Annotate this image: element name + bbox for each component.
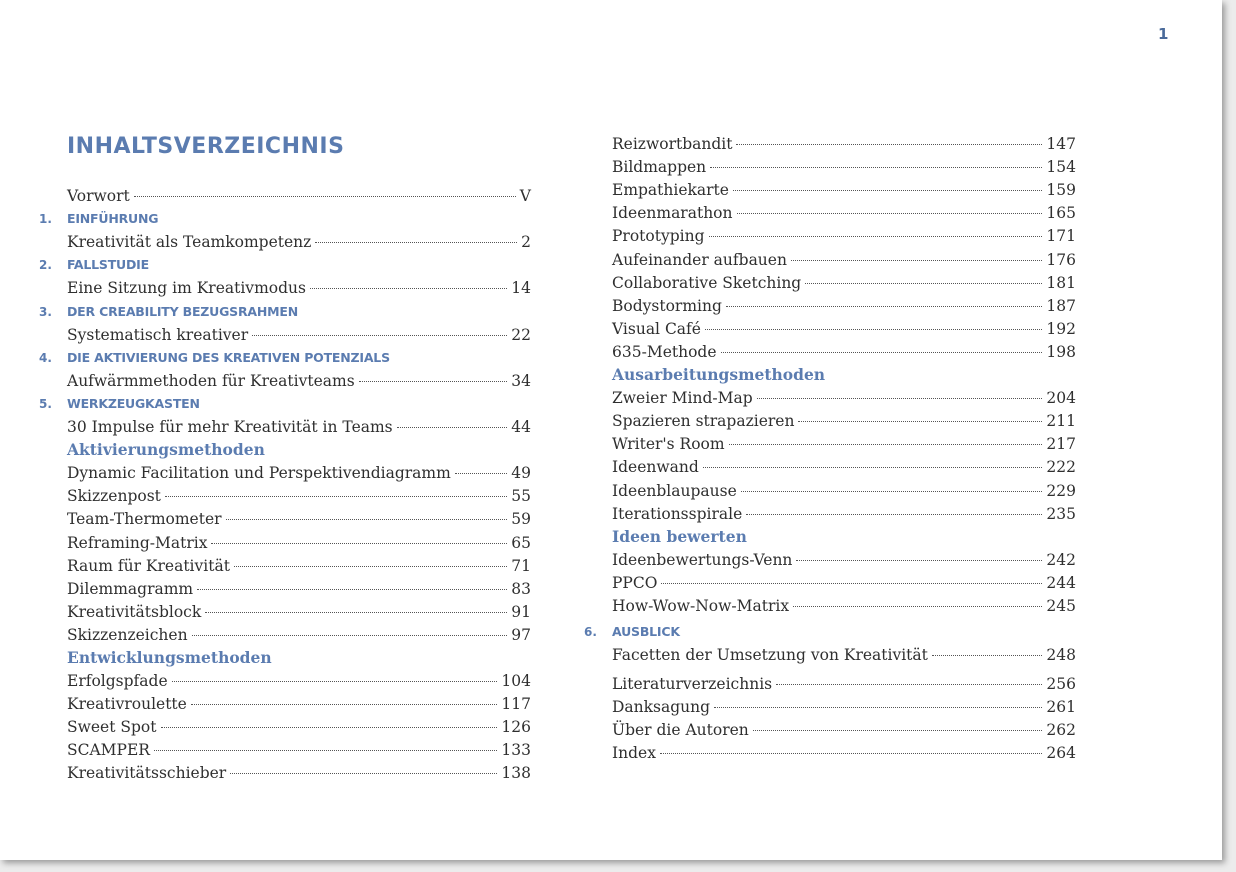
- toc-entry-line: [612, 227, 1076, 245]
- dot-leader: [741, 491, 1043, 492]
- toc-entry[interactable]: [582, 294, 1076, 317]
- chapter-title: DER CREABILITY BEZUGSRAHMEN: [67, 303, 298, 319]
- dot-leader: [397, 427, 508, 428]
- toc-entry-line: [612, 412, 1076, 430]
- section-title: Ausarbeitungsmethoden: [612, 365, 826, 385]
- dot-leader: [796, 560, 1042, 561]
- toc-entry-line: [67, 487, 531, 505]
- entry-title: Systematisch kreativer: [67, 325, 249, 344]
- section-title: Entwicklungsmethoden: [67, 647, 272, 667]
- toc-entry-line: [612, 435, 1076, 453]
- chapter-number: 1.: [39, 212, 52, 227]
- toc-entry-line: [67, 534, 531, 552]
- entry-page-number: 204: [1046, 389, 1076, 408]
- toc-entry-line: [67, 233, 531, 251]
- toc-entry[interactable]: [582, 643, 1076, 666]
- dot-leader: [234, 566, 507, 567]
- entry-page-number: 117: [501, 695, 531, 714]
- entry-page-number: 211: [1046, 412, 1076, 431]
- toc-entry[interactable]: [582, 201, 1076, 224]
- entry-title: Ideenwand: [612, 458, 699, 477]
- entry-title: Literaturverzeichnis: [612, 675, 773, 694]
- entry-title: Skizzenpost: [67, 487, 161, 506]
- entry-title: PPCO: [612, 573, 658, 592]
- entry-title: Ideenmarathon: [612, 204, 733, 223]
- entry-page-number: 44: [511, 418, 531, 437]
- entry-title: Iterationsspirale: [612, 504, 743, 523]
- chapter-title: EINFÜHRUNG: [67, 211, 159, 227]
- toc-entry-line: [612, 597, 1076, 615]
- chapter-title: AUSBLICK: [612, 623, 680, 639]
- toc-entry[interactable]: [582, 386, 1076, 409]
- entry-page-number: 138: [501, 764, 531, 783]
- toc-chapter-heading: [37, 299, 531, 322]
- toc-entry[interactable]: [582, 594, 1076, 617]
- dot-leader: [703, 467, 1043, 468]
- dot-leader: [197, 589, 507, 590]
- entry-title: Aufwärmmethoden für Kreativteams: [67, 371, 355, 390]
- entry-title: Dilemmagramm: [67, 579, 194, 598]
- entry-title: Danksagung: [612, 698, 711, 717]
- toc-entry-line: [67, 718, 531, 736]
- entry-title: Index: [612, 744, 656, 763]
- toc-chapter-heading: [37, 392, 531, 415]
- entry-page-number: 244: [1046, 573, 1076, 592]
- toc-entry-line: [612, 675, 1076, 693]
- toc-entry[interactable]: [582, 432, 1076, 455]
- toc-entry[interactable]: [37, 577, 531, 600]
- toc-entry[interactable]: [37, 184, 531, 207]
- dot-leader: [798, 421, 1042, 422]
- toc-entry[interactable]: [37, 461, 531, 484]
- toc-entry-line: [612, 135, 1076, 153]
- entry-title: Team-Thermometer: [67, 510, 222, 529]
- entry-title: Collaborative Sketching: [612, 273, 802, 292]
- entry-page-number: 147: [1046, 135, 1076, 154]
- toc-entry-line: [612, 698, 1076, 716]
- entry-title: Aufeinander aufbauen: [612, 250, 787, 269]
- entry-page-number: 261: [1046, 698, 1076, 717]
- toc-entry[interactable]: [582, 718, 1076, 741]
- toc-entry[interactable]: [582, 695, 1076, 718]
- entry-title: Writer's Room: [612, 435, 725, 454]
- entry-page-number: 165: [1046, 204, 1076, 223]
- toc-entry[interactable]: [37, 669, 531, 692]
- toc-section-heading: [37, 438, 531, 461]
- entry-page-number: 198: [1046, 342, 1076, 361]
- entry-title: Ideenbewertungs-Venn: [612, 550, 793, 569]
- dot-leader: [252, 335, 507, 336]
- entry-title: Bodystorming: [612, 296, 722, 315]
- entry-page-number: 65: [511, 533, 531, 552]
- dot-leader: [660, 753, 1042, 754]
- entry-page-number: 176: [1046, 250, 1076, 269]
- toc-entry[interactable]: [37, 484, 531, 507]
- entry-title: Reframing-Matrix: [67, 533, 208, 552]
- toc-entry-line: [612, 482, 1076, 500]
- toc-entry-line: [612, 458, 1076, 476]
- toc-entry[interactable]: [582, 155, 1076, 178]
- entry-page-number: 49: [511, 464, 531, 483]
- toc-chapter-heading: [37, 346, 531, 369]
- dot-leader: [726, 306, 1043, 307]
- toc-entry-line: [67, 418, 531, 436]
- toc-right-column: [582, 132, 1076, 764]
- toc-entry[interactable]: [582, 502, 1076, 525]
- entry-title: SCAMPER: [67, 741, 150, 760]
- dot-leader: [932, 655, 1043, 656]
- entry-page-number: 159: [1046, 181, 1076, 200]
- dot-leader: [757, 398, 1043, 399]
- toc-entry-line: [67, 464, 531, 482]
- entry-title: Dynamic Facilitation und Perspektivendiagramm: [67, 464, 451, 483]
- toc-entry-line: [612, 343, 1076, 361]
- dot-leader: [721, 352, 1043, 353]
- dot-leader: [737, 213, 1043, 214]
- entry-page-number: 14: [511, 279, 531, 298]
- toc-entry[interactable]: [582, 132, 1076, 155]
- toc-entry[interactable]: [582, 478, 1076, 501]
- dot-leader: [793, 606, 1042, 607]
- entry-page-number: 171: [1046, 227, 1076, 246]
- toc-entry[interactable]: [37, 530, 531, 553]
- toc-entry-line: [612, 389, 1076, 407]
- entry-page-number: 187: [1046, 296, 1076, 315]
- entry-page-number: 55: [511, 487, 531, 506]
- toc-section-heading: [582, 525, 1076, 548]
- toc-entry-line: [67, 672, 531, 690]
- toc-left-column: [37, 184, 531, 784]
- toc-entry-line: [612, 297, 1076, 315]
- toc-entry-line: [67, 603, 531, 621]
- toc-entry-line: [67, 187, 531, 205]
- dot-leader: [753, 730, 1043, 731]
- entry-page-number: 83: [511, 579, 531, 598]
- toc-entry[interactable]: [582, 224, 1076, 247]
- entry-page-number: 181: [1046, 273, 1076, 292]
- entry-title: How-Wow-Now-Matrix: [612, 596, 790, 615]
- dot-leader: [736, 144, 1042, 145]
- entry-page-number: 133: [501, 741, 531, 760]
- toc-entry[interactable]: [582, 409, 1076, 432]
- toc-entry[interactable]: [37, 323, 531, 346]
- dot-leader: [192, 635, 508, 636]
- toc-entry[interactable]: [37, 623, 531, 646]
- toc-entry-line: [612, 744, 1076, 762]
- toc-entry-line: [67, 557, 531, 575]
- dot-leader: [230, 773, 497, 774]
- toc-entry-line: [67, 510, 531, 528]
- toc-entry-line: [67, 764, 531, 782]
- dot-leader: [705, 329, 1042, 330]
- chapter-number: 2.: [39, 258, 52, 273]
- dot-leader: [154, 750, 497, 751]
- dot-leader: [455, 473, 507, 474]
- chapter-title: FALLSTUDIE: [67, 257, 149, 273]
- entry-title: Zweier Mind-Map: [612, 389, 753, 408]
- toc-entry-line: [67, 626, 531, 644]
- toc-entry-line: [612, 274, 1076, 292]
- toc-chapter-heading: [37, 253, 531, 276]
- dot-leader: [134, 196, 516, 197]
- entry-page-number: 229: [1046, 481, 1076, 500]
- toc-entry[interactable]: [582, 317, 1076, 340]
- toc-entry-line: [67, 372, 531, 390]
- entry-page-number: 2: [521, 233, 531, 252]
- toc-section-heading: [37, 646, 531, 669]
- entry-page-number: 154: [1046, 158, 1076, 177]
- entry-title: Facetten der Umsetzung von Kreativität: [612, 646, 928, 665]
- entry-page-number: 71: [511, 556, 531, 575]
- entry-page-number: 248: [1046, 646, 1076, 665]
- entry-page-number: 256: [1046, 675, 1076, 694]
- dot-leader: [714, 707, 1042, 708]
- toc-entry[interactable]: [37, 715, 531, 738]
- entry-page-number: 34: [511, 371, 531, 390]
- dot-leader: [661, 583, 1042, 584]
- chapter-title: WERKZEUGKASTEN: [67, 395, 200, 411]
- entry-page-number: 245: [1046, 596, 1076, 615]
- section-title: Ideen bewerten: [612, 526, 747, 546]
- dot-leader: [205, 612, 507, 613]
- entry-page-number: 262: [1046, 721, 1076, 740]
- toc-entry-line: [612, 320, 1076, 338]
- toc-chapter-heading: [582, 617, 1076, 643]
- entry-page-number: 192: [1046, 319, 1076, 338]
- entry-page-number: 97: [511, 625, 531, 644]
- entry-title: Prototyping: [612, 227, 705, 246]
- entry-title: Erfolgspfade: [67, 672, 168, 691]
- entry-title: Reizwortbandit: [612, 135, 733, 154]
- entry-page-number: 217: [1046, 435, 1076, 454]
- toc-entry[interactable]: [582, 741, 1076, 764]
- entry-page-number: 91: [511, 602, 531, 621]
- dot-leader: [359, 381, 508, 382]
- entry-title: Empathiekarte: [612, 181, 729, 200]
- toc-entry[interactable]: [582, 455, 1076, 478]
- toc-entry-line: [612, 181, 1076, 199]
- toc-entry[interactable]: [37, 600, 531, 623]
- toc-entry[interactable]: [582, 340, 1076, 363]
- dot-leader: [211, 543, 507, 544]
- chapter-number: 4.: [39, 350, 52, 365]
- toc-entry[interactable]: [582, 672, 1076, 695]
- chapter-number: 3.: [39, 304, 52, 319]
- entry-title: 635-Methode: [612, 342, 717, 361]
- toc-entry-line: [67, 741, 531, 759]
- dot-leader: [805, 283, 1042, 284]
- toc-entry[interactable]: [37, 276, 531, 299]
- entry-page-number: 59: [511, 510, 531, 529]
- entry-title: Spazieren strapazieren: [612, 412, 795, 431]
- dot-leader: [191, 704, 498, 705]
- toc-chapter-heading: [37, 207, 531, 230]
- entry-title: Eine Sitzung im Kreativmodus: [67, 279, 306, 298]
- toc-entry[interactable]: [37, 230, 531, 253]
- toc-entry[interactable]: [582, 271, 1076, 294]
- toc-entry[interactable]: [582, 571, 1076, 594]
- toc-entry-line: [612, 721, 1076, 739]
- entry-title: 30 Impulse für mehr Kreativität in Teams: [67, 418, 393, 437]
- dot-leader: [315, 242, 517, 243]
- page-number: 1: [1158, 25, 1169, 43]
- entry-title: Vorwort: [67, 187, 130, 206]
- toc-entry[interactable]: [37, 692, 531, 715]
- entry-title: Visual Café: [612, 319, 701, 338]
- toc-entry[interactable]: [37, 554, 531, 577]
- entry-title: Über die Autoren: [612, 721, 749, 740]
- dot-leader: [776, 684, 1042, 685]
- dot-leader: [746, 514, 1042, 515]
- entry-page-number: 104: [501, 672, 531, 691]
- entry-page-number: 22: [511, 325, 531, 344]
- dot-leader: [161, 727, 498, 728]
- dot-leader: [791, 260, 1042, 261]
- entry-title: Sweet Spot: [67, 718, 157, 737]
- toc-entry[interactable]: [582, 247, 1076, 270]
- toc-entry[interactable]: [37, 738, 531, 761]
- entry-title: Ideenblaupause: [612, 481, 737, 500]
- entry-title: Skizzenzeichen: [67, 625, 188, 644]
- toc-entry[interactable]: [37, 415, 531, 438]
- entry-title: Kreativitätsschieber: [67, 764, 227, 783]
- toc-entry-line: [612, 551, 1076, 569]
- toc-entry-line: [612, 646, 1076, 664]
- dot-leader: [709, 236, 1043, 237]
- toc-entry-line: [612, 251, 1076, 269]
- toc-entry-line: [612, 574, 1076, 592]
- chapter-number: 5.: [39, 396, 52, 411]
- toc-entry-line: [67, 279, 531, 297]
- toc-entry[interactable]: [37, 369, 531, 392]
- toc-entry[interactable]: [582, 548, 1076, 571]
- chapter-title: DIE AKTIVIERUNG DES KREATIVEN POTENZIALS: [67, 349, 390, 365]
- toc-entry-line: [67, 580, 531, 598]
- dot-leader: [172, 681, 498, 682]
- dot-leader: [310, 288, 507, 289]
- section-title: Aktivierungsmethoden: [67, 440, 265, 460]
- entry-page-number: 126: [501, 718, 531, 737]
- page-title: INHALTSVERZEICHNIS: [67, 134, 345, 159]
- toc-section-heading: [582, 363, 1076, 386]
- chapter-number: 6.: [584, 624, 597, 639]
- entry-page-number: V: [519, 187, 531, 206]
- toc-entry-line: [612, 505, 1076, 523]
- entry-page-number: 222: [1046, 458, 1076, 477]
- entry-page-number: 242: [1046, 550, 1076, 569]
- dot-leader: [729, 444, 1043, 445]
- toc-entry-line: [67, 326, 531, 344]
- toc-entry[interactable]: [582, 178, 1076, 201]
- toc-entry[interactable]: [37, 507, 531, 530]
- dot-leader: [733, 190, 1042, 191]
- toc-entry-line: [612, 204, 1076, 222]
- toc-entry-line: [612, 158, 1076, 176]
- entry-title: Kreativitätsblock: [67, 602, 202, 621]
- entry-title: Raum für Kreativität: [67, 556, 230, 575]
- entry-title: Kreativroulette: [67, 695, 187, 714]
- entry-title: Kreativität als Teamkompetenz: [67, 233, 312, 252]
- toc-entry-line: [67, 695, 531, 713]
- dot-leader: [226, 519, 508, 520]
- dot-leader: [710, 167, 1042, 168]
- entry-page-number: 264: [1046, 744, 1076, 763]
- toc-entry[interactable]: [37, 761, 531, 784]
- entry-title: Bildmappen: [612, 158, 707, 177]
- entry-page-number: 235: [1046, 504, 1076, 523]
- dot-leader: [165, 496, 507, 497]
